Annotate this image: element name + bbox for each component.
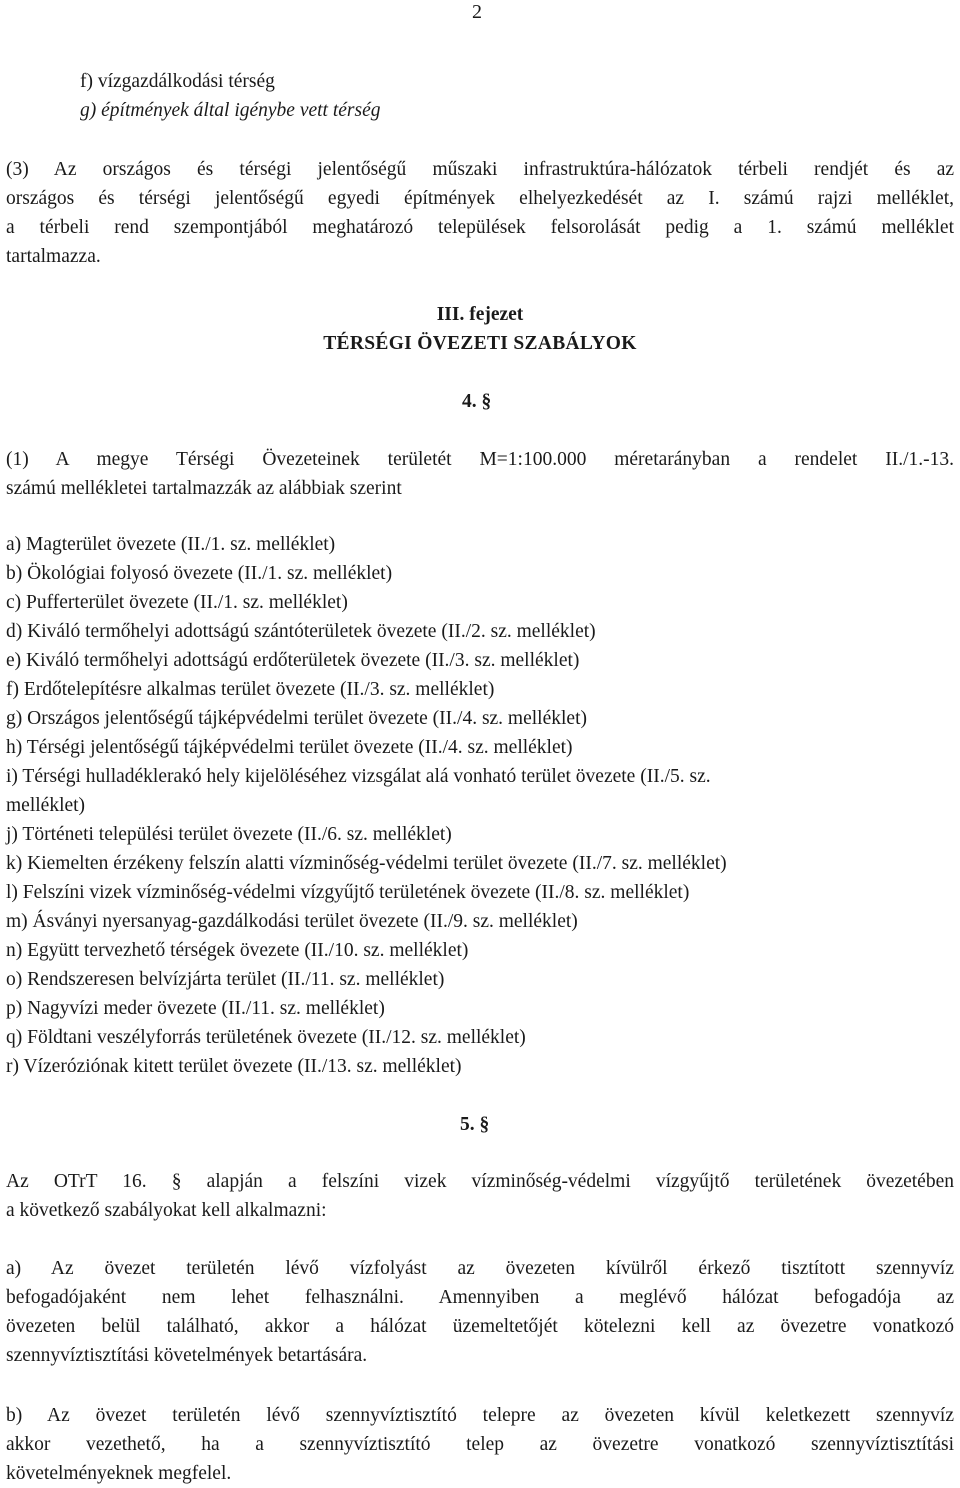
intro-item: g) építmények által igénybe vett térség: [80, 100, 381, 121]
paragraph-line: a következő szabályokat kell alkalmazni:: [6, 1200, 327, 1221]
list-item: j) Történeti települési terület övezete (II./6. sz. melléklet): [6, 824, 452, 845]
list-item: p) Nagyvízi meder övezete (II./11. sz. melléklet): [6, 998, 385, 1019]
list-item: melléklet): [6, 795, 86, 816]
paragraph-line: befogadójaként nem lehet felhasználni. Amennyiben a meglévő hálózat befogadója az: [6, 1287, 954, 1308]
paragraph-line: akkor vezethető, ha a szennyvíztisztító telep az övezetre vonatkozó szennyvíztisztítási: [6, 1434, 954, 1455]
zone-list: [6, 530, 954, 1081]
list-item: c) Pufferterület övezete (II./1. sz. melléklet): [6, 592, 348, 613]
paragraph-line: a) Az övezet területén lévő vízfolyást az övezeten kívülről érkező tisztított szennyvíz: [6, 1258, 954, 1279]
list-item: h) Térségi jelentőségű tájképvédelmi terület övezete (II./4. sz. melléklet): [6, 737, 573, 758]
list-item: d) Kiváló termőhelyi adottságú szántóterületek övezete (II./2. sz. melléklet): [6, 621, 596, 642]
paragraph-line: követelményeknek megfelel.: [6, 1463, 232, 1484]
page-number: 2: [472, 1, 482, 23]
section-5-paragraph-b: [6, 1401, 954, 1488]
section-5-heading: 5. §: [460, 1114, 490, 1135]
paragraph-line: b) Az övezet területén lévő szennyvíztisztító telepre az övezeten kívül keletkezett szennyvíz: [6, 1405, 954, 1426]
list-item: k) Kiemelten érzékeny felszín alatti vízminőség-védelmi terület övezete (II./7. sz. melléklet): [6, 853, 727, 874]
intro-list: [80, 67, 940, 125]
list-item: l) Felszíni vizek vízminőség-védelmi vízgyűjtő területének övezete (II./8. sz. melléklet): [6, 882, 690, 903]
list-item: q) Földtani veszélyforrás területének övezete (II./12. sz. melléklet): [6, 1027, 526, 1048]
list-item: e) Kiváló termőhelyi adottságú erdőterületek övezete (II./3. sz. melléklet): [6, 650, 580, 671]
chapter-number: III. fejezet: [436, 304, 524, 325]
paragraph-3: [6, 155, 954, 271]
paragraph-line: tartalmazza.: [6, 246, 101, 267]
paragraph-line: országos és térségi jelentőségű egyedi építmények elhelyezkedését az I. számú rajzi melléklet,: [6, 188, 954, 209]
list-item: n) Együtt tervezhető térségek övezete (II./10. sz. melléklet): [6, 940, 469, 961]
section-5-paragraph-a: [6, 1254, 954, 1370]
list-item: i) Térségi hulladéklerakó hely kijelöléséhez vizsgálat alá vonható terület övezete (II./5. sz.: [6, 766, 711, 787]
list-item: g) Országos jelentőségű tájképvédelmi terület övezete (II./4. sz. melléklet): [6, 708, 587, 729]
intro-item: f) vízgazdálkodási térség: [80, 71, 275, 92]
paragraph-line: (1) A megye Térségi Övezeteinek területét M=1:100.000 méretarányban a rendelet II./1.-13.: [6, 449, 954, 470]
chapter-title: TÉRSÉGI ÖVEZETI SZABÁLYOK: [323, 333, 637, 354]
paragraph-line: Az OTrT 16. § alapján a felszíni vizek vízminőség-védelmi vízgyűjtő területének övezetében: [6, 1171, 954, 1192]
list-item: a) Magterület övezete (II./1. sz. melléklet): [6, 534, 336, 555]
paragraph-line: övezeten belül található, akkor a hálózat üzemeltetőjét kötelezni kell az övezetre vonatkozó: [6, 1316, 954, 1337]
paragraph-line: a térbeli rend szempontjából meghatározó települések felsorolását pedig a 1. számú melléklet: [6, 217, 954, 238]
section-5-intro: [6, 1167, 954, 1225]
section-4-heading: 4. §: [462, 391, 492, 412]
list-item: b) Ökológiai folyosó övezete (II./1. sz. melléklet): [6, 563, 393, 584]
paragraph-line: szennyvíztisztítási követelmények betartására.: [6, 1345, 368, 1366]
list-item: f) Erdőtelepítésre alkalmas terület övezete (II./3. sz. melléklet): [6, 679, 495, 700]
list-item: o) Rendszeresen belvízjárta terület (II./11. sz. melléklet): [6, 969, 445, 990]
chapter-heading: [0, 300, 960, 358]
list-item: m) Ásványi nyersanyag-gazdálkodási terület övezete (II./9. sz. melléklet): [6, 911, 578, 932]
list-item: r) Vízeróziónak kitett terület övezete (II./13. sz. melléklet): [6, 1056, 462, 1077]
paragraph-line: (3) Az országos és térségi jelentőségű műszaki infrastruktúra-hálózatok térbeli rendjét és az: [6, 159, 954, 180]
section-4-intro: [6, 445, 954, 503]
paragraph-line: számú mellékletei tartalmazzák az alábbiak szerint: [6, 478, 402, 499]
